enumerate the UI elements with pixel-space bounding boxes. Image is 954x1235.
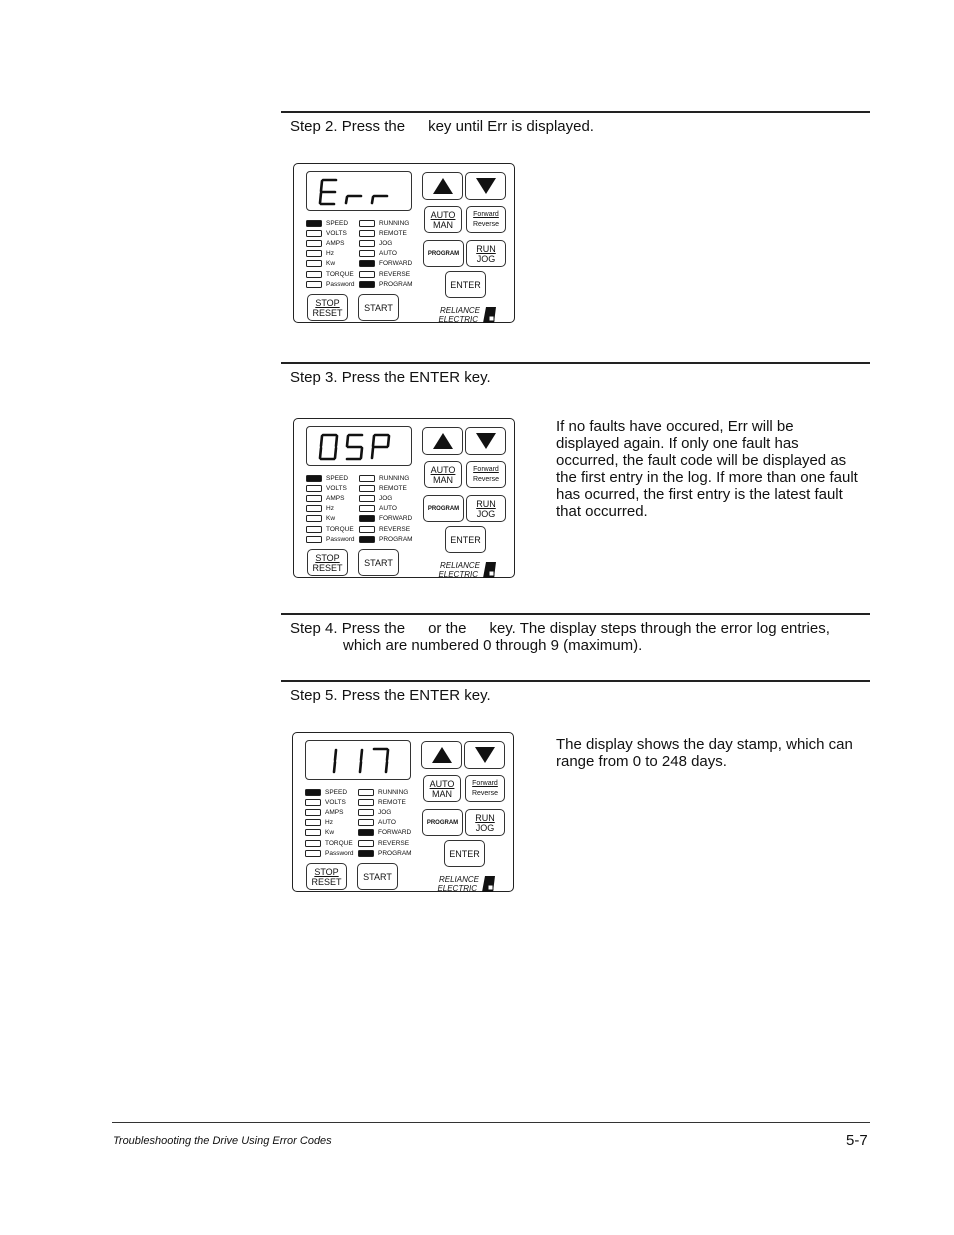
led-indicator [306,515,335,523]
enter-label: ENTER [450,279,481,290]
led-lamp [306,271,322,278]
stop-reset-button[interactable] [307,294,348,321]
led-label: FORWARD [379,515,413,523]
step-3-instruction: Step 3. Press the ENTER key. [290,369,491,386]
down-arrow-icon [475,747,495,763]
led-label: Hz [325,819,333,827]
down-arrow-button[interactable] [465,427,506,455]
man-label: MAN [432,788,452,799]
led-label: PROGRAM [378,849,412,857]
led-lamp [306,260,322,267]
step-text: Step 2. Press the [290,118,406,135]
step-3-note: If no faults have occured, Err will be displayed again. If only one fault has occurred, the fault code will be displayed as the first entry in the log. If more than one fault has ocurred, the first entry is the latest fault that occurred. [556,418,858,520]
led-indicator [305,798,346,806]
forward-label: Forward [473,465,499,473]
led-label: AUTO [379,505,397,513]
enter-label: ENTER [449,848,480,859]
led-lamp [305,789,321,796]
forward-reverse-button[interactable] [466,206,506,233]
led-lamp [306,495,322,502]
led-label: SPEED [326,219,349,227]
led-indicator [305,849,354,857]
enter-button[interactable] [444,840,485,867]
reverse-label: Reverse [471,789,499,797]
program-button[interactable] [423,240,464,267]
led-indicator [306,270,354,278]
led-indicator [305,808,343,816]
led-indicator [306,535,355,543]
led-lamp [358,840,374,847]
auto-man-button[interactable] [423,775,461,802]
brand-line: ELECTRIC [437,884,477,893]
reset-label: RESET [311,876,342,887]
led-indicator [358,839,409,847]
stop-reset-button[interactable] [306,863,347,890]
brand-label [420,561,480,579]
led-indicator [306,494,344,502]
led-lamp [305,819,321,826]
led-lamp [358,809,374,816]
program-label: PROGRAM [426,819,459,826]
led-indicator [305,788,347,796]
footer-divider [112,1122,870,1123]
keypad-illustration [292,732,514,892]
led-lamp [359,240,375,247]
led-lamp [306,281,322,288]
led-lamp [359,515,375,522]
lcd-display [306,426,412,466]
run-jog-button[interactable] [466,495,506,522]
step-text: or the [428,620,467,637]
led-label: PROGRAM [379,280,413,288]
auto-man-button[interactable] [424,461,462,488]
led-lamp [305,799,321,806]
led-indicator [359,260,412,268]
led-lamp [306,526,322,533]
footer-title: Troubleshooting the Drive Using Error Codes [113,1135,332,1147]
led-indicator [306,260,335,268]
led-lamp [306,505,322,512]
led-lamp [358,850,374,857]
led-label: RUNNING [379,474,410,482]
enter-label: ENTER [450,534,481,545]
led-label: REMOTE [379,484,407,492]
start-label: START [364,302,393,313]
step-5-instruction: Step 5. Press the ENTER key. [290,687,491,704]
led-lamp [359,536,375,543]
led-indicator [359,494,392,502]
led-lamp [305,809,321,816]
led-label: Kw [326,260,336,268]
down-arrow-button[interactable] [465,172,506,200]
forward-label: Forward [473,210,499,218]
section-divider [281,362,870,364]
section-divider [281,111,870,113]
start-label: START [364,557,393,568]
led-indicator [359,219,409,227]
step-text: which are numbered 0 through 9 (maximum). [343,637,643,654]
led-label: RUNNING [378,788,409,796]
led-indicator [306,229,347,237]
brand-line: RELIANCE [439,561,480,570]
led-indicator [359,515,412,523]
led-lamp [306,485,322,492]
led-indicator [359,474,409,482]
run-jog-button[interactable] [465,809,505,836]
brand-label [420,306,480,324]
led-lamp [306,250,322,257]
start-button[interactable] [358,549,399,576]
led-label: REVERSE [379,525,411,533]
led-lamp [359,485,375,492]
up-arrow-button[interactable] [422,172,463,200]
jog-label: JOG [476,253,496,264]
program-button[interactable] [422,809,463,836]
reliance-logo-icon [483,562,496,578]
section-divider [281,680,870,682]
led-label: SPEED [325,788,348,796]
lcd-display [305,740,411,780]
step-2-instruction [290,118,594,135]
down-arrow-icon [476,178,496,194]
led-indicator [306,525,354,533]
led-indicator [305,839,353,847]
led-lamp [305,850,321,857]
lcd-display [306,171,412,211]
led-lamp [358,829,374,836]
led-indicator [305,829,334,837]
led-indicator [306,484,347,492]
led-lamp [306,536,322,543]
led-label: Hz [326,505,334,513]
led-lamp [359,495,375,502]
run-jog-button[interactable] [466,240,506,267]
led-indicator [359,525,410,533]
led-label: SPEED [326,474,349,482]
led-label: FORWARD [378,829,412,837]
led-lamp [359,220,375,227]
led-indicator [358,849,412,857]
led-indicator [306,474,348,482]
led-indicator [359,250,397,258]
led-lamp [358,789,374,796]
start-button[interactable] [357,863,398,890]
start-label: START [363,871,392,882]
reset-label: RESET [312,307,343,318]
led-lamp [306,475,322,482]
down-arrow-icon [476,433,496,449]
keypad-illustration [293,163,515,323]
led-lamp [359,230,375,237]
step-text: Step 4. Press the [290,620,406,637]
jog-label: JOG [475,822,495,833]
reset-label: RESET [312,562,343,573]
led-indicator [359,270,410,278]
forward-reverse-button[interactable] [466,461,506,488]
led-lamp [358,819,374,826]
step-4-instruction [290,620,830,654]
led-label: JOG [379,239,393,247]
page-number: 5-7 [846,1132,868,1149]
led-indicator [359,229,407,237]
led-indicator [306,505,334,513]
brand-line: RELIANCE [439,306,480,315]
start-button[interactable] [358,294,399,321]
forward-reverse-button[interactable] [465,775,505,802]
led-label: REVERSE [379,270,411,278]
run-label: RUN [476,243,496,254]
led-lamp [305,840,321,847]
led-indicator [359,239,392,247]
led-lamp [359,250,375,257]
led-label: FORWARD [379,260,413,268]
reverse-label: Reverse [472,220,500,228]
led-lamp [359,271,375,278]
led-indicator [306,250,334,258]
led-label: AMPS [325,808,344,816]
stop-reset-button[interactable] [307,549,348,576]
reliance-logo-icon [482,876,495,892]
up-arrow-icon [433,433,453,449]
down-arrow-button[interactable] [464,741,505,769]
led-lamp [306,515,322,522]
led-label: RUNNING [379,219,410,227]
led-indicator [306,280,355,288]
stop-label: STOP [315,552,340,563]
led-label: VOLTS [326,229,347,237]
led-indicator [359,505,397,513]
step-text: key until Err is displayed. [428,118,594,135]
led-label: Hz [326,250,334,258]
led-indicator [358,808,391,816]
led-indicator [358,788,408,796]
led-label: Password [326,280,355,288]
led-label: AMPS [326,239,345,247]
led-label: Password [325,849,354,857]
auto-label: AUTO [430,464,456,475]
led-indicator [358,819,396,827]
program-button[interactable] [423,495,464,522]
up-arrow-icon [433,178,453,194]
led-lamp [359,526,375,533]
auto-label: AUTO [430,209,456,220]
led-label: Password [326,535,355,543]
program-label: PROGRAM [427,250,460,257]
led-label: VOLTS [326,484,347,492]
led-lamp [359,281,375,288]
led-label: REMOTE [379,229,407,237]
led-label: VOLTS [325,798,346,806]
led-lamp [306,230,322,237]
led-label: TORQUE [326,525,354,533]
brand-line: ELECTRIC [438,315,478,324]
led-lamp [359,475,375,482]
step-5-note: The display shows the day stamp, which can range from 0 to 248 days. [556,736,853,770]
up-arrow-button[interactable] [421,741,462,769]
step-text: key. The display steps through the error log entries, [489,620,830,637]
brand-line: RELIANCE [438,875,479,884]
run-label: RUN [476,498,496,509]
led-label: JOG [379,494,393,502]
led-label: AUTO [379,250,397,258]
led-indicator [305,819,333,827]
auto-man-button[interactable] [424,206,462,233]
led-indicator [306,219,348,227]
keypad-illustration [293,418,515,578]
led-lamp [306,220,322,227]
man-label: MAN [433,474,453,485]
led-label: REMOTE [378,798,406,806]
auto-label: AUTO [429,778,455,789]
jog-label: JOG [476,508,496,519]
led-indicator [358,798,406,806]
run-label: RUN [475,812,495,823]
led-label: TORQUE [326,270,354,278]
led-label: JOG [378,808,392,816]
led-indicator [359,535,413,543]
led-lamp [359,505,375,512]
forward-label: Forward [472,779,498,787]
led-indicator [358,829,411,837]
led-indicator [359,280,413,288]
led-label: PROGRAM [379,535,413,543]
led-label: AMPS [326,494,345,502]
stop-label: STOP [315,297,340,308]
led-lamp [359,260,375,267]
reverse-label: Reverse [472,475,500,483]
led-label: TORQUE [325,839,353,847]
led-indicator [359,484,407,492]
up-arrow-icon [432,747,452,763]
enter-button[interactable] [445,271,486,298]
section-divider [281,613,870,615]
led-lamp [306,240,322,247]
led-label: AUTO [378,819,396,827]
led-lamp [358,799,374,806]
led-label: Kw [325,829,335,837]
led-label: Kw [326,515,336,523]
up-arrow-button[interactable] [422,427,463,455]
program-label: PROGRAM [427,505,460,512]
man-label: MAN [433,219,453,230]
led-lamp [305,829,321,836]
led-indicator [306,239,344,247]
stop-label: STOP [314,866,339,877]
led-label: REVERSE [378,839,410,847]
reliance-logo-icon [483,307,496,323]
enter-button[interactable] [445,526,486,553]
brand-line: ELECTRIC [438,570,478,579]
brand-label [419,875,479,893]
